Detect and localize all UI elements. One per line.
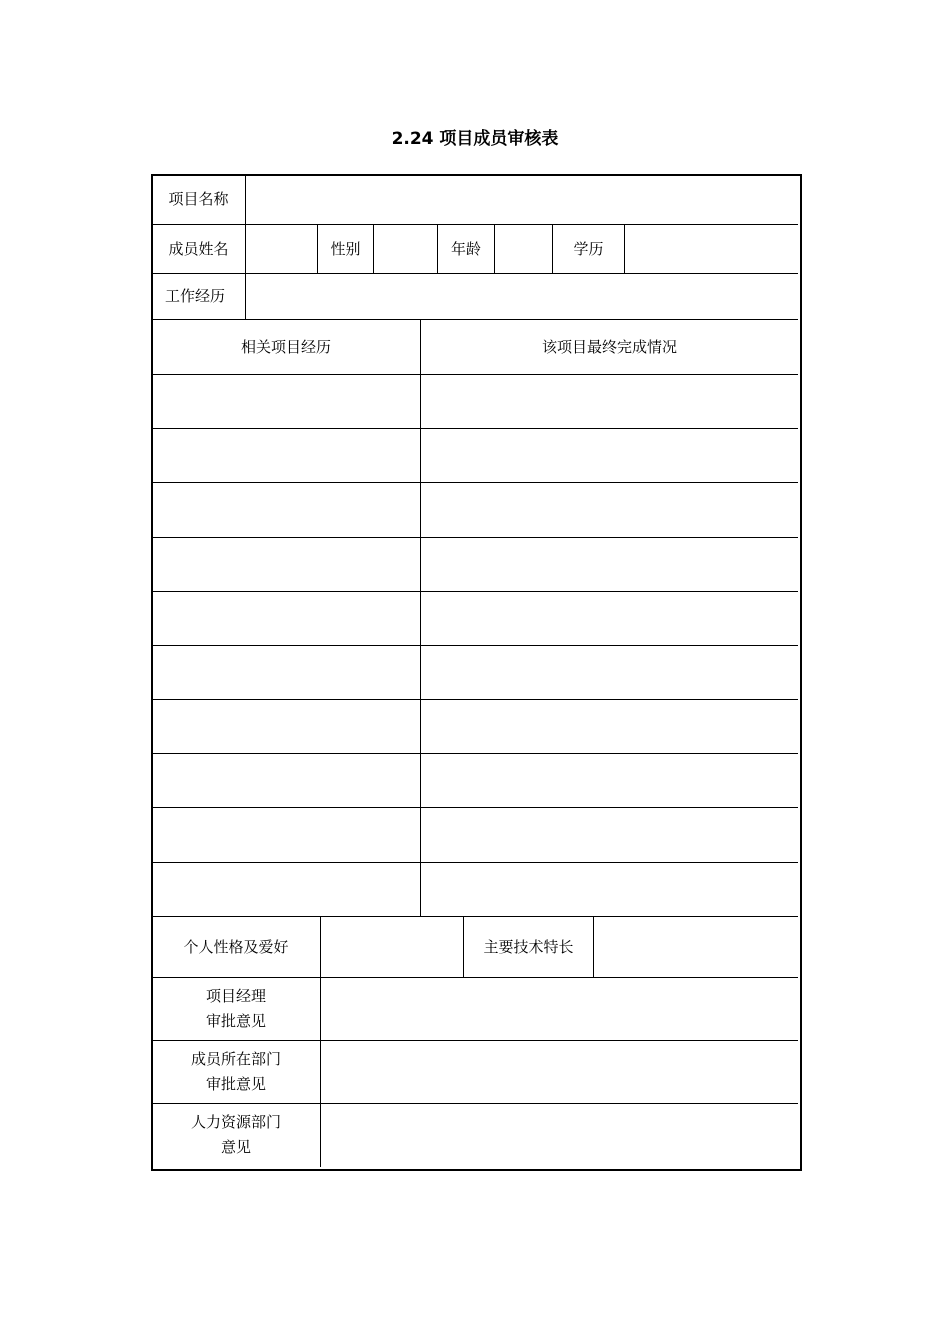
- completion-status-field[interactable]: [421, 375, 798, 428]
- related-project-field[interactable]: [152, 483, 420, 537]
- age-label: 年龄: [450, 239, 481, 258]
- pm-approval-label: [152, 978, 320, 1040]
- related-project-field[interactable]: [152, 754, 420, 807]
- related-projects-header: 相关项目经历: [240, 337, 331, 356]
- completion-status-field[interactable]: [421, 646, 798, 699]
- completion-status-field[interactable]: [421, 592, 798, 645]
- related-project-field[interactable]: [152, 592, 420, 645]
- dept-approval-field[interactable]: [321, 1041, 798, 1103]
- page-title: 2.24 项目成员审核表: [391, 129, 559, 149]
- pm-approval-field[interactable]: [321, 978, 798, 1040]
- related-project-field[interactable]: [152, 646, 420, 699]
- related-project-field[interactable]: [152, 700, 420, 753]
- work-experience-field[interactable]: [246, 274, 798, 319]
- age-field[interactable]: [495, 225, 552, 273]
- pm-approval-label-line1: 项目经理: [205, 987, 266, 1005]
- completion-status-field[interactable]: [421, 754, 798, 807]
- gender-field[interactable]: [374, 225, 437, 273]
- dept-approval-label-line1: 成员所在部门: [190, 1050, 281, 1068]
- hr-opinion-label: [152, 1104, 320, 1166]
- completion-status-header: 该项目最终完成情况: [541, 337, 677, 356]
- related-project-field[interactable]: [152, 429, 420, 482]
- main-skills-field[interactable]: [594, 917, 798, 977]
- completion-status-field[interactable]: [421, 483, 798, 537]
- hr-opinion-field[interactable]: [321, 1104, 798, 1166]
- personality-hobbies-label: 个人性格及爱好: [183, 937, 289, 956]
- project-name-field[interactable]: [246, 175, 798, 224]
- pm-approval-label-line2: 审批意见: [205, 1012, 266, 1030]
- personality-hobbies-field[interactable]: [321, 917, 463, 977]
- completion-status-field[interactable]: [421, 538, 798, 591]
- hr-opinion-label-line2: 意见: [220, 1138, 251, 1156]
- education-label: 学历: [573, 239, 604, 258]
- related-project-field[interactable]: [152, 808, 420, 862]
- related-project-field[interactable]: [152, 375, 420, 428]
- main-skills-label: 主要技术特长: [483, 937, 574, 956]
- related-project-field[interactable]: [152, 863, 420, 916]
- member-name-field[interactable]: [246, 225, 317, 273]
- gender-label: 性别: [330, 239, 361, 258]
- hr-opinion-label-line1: 人力资源部门: [190, 1113, 281, 1131]
- project-name-label: 项目名称: [168, 190, 229, 208]
- completion-status-field[interactable]: [421, 429, 798, 482]
- completion-status-field[interactable]: [421, 808, 798, 862]
- completion-status-field[interactable]: [421, 700, 798, 753]
- completion-status-field[interactable]: [421, 863, 798, 916]
- dept-approval-label: [152, 1041, 320, 1103]
- member-name-label: 成员姓名: [168, 239, 229, 258]
- work-experience-label: 工作经历: [164, 287, 225, 305]
- education-field[interactable]: [625, 225, 798, 273]
- dept-approval-label-line2: 审批意见: [205, 1075, 266, 1093]
- related-project-field[interactable]: [152, 538, 420, 591]
